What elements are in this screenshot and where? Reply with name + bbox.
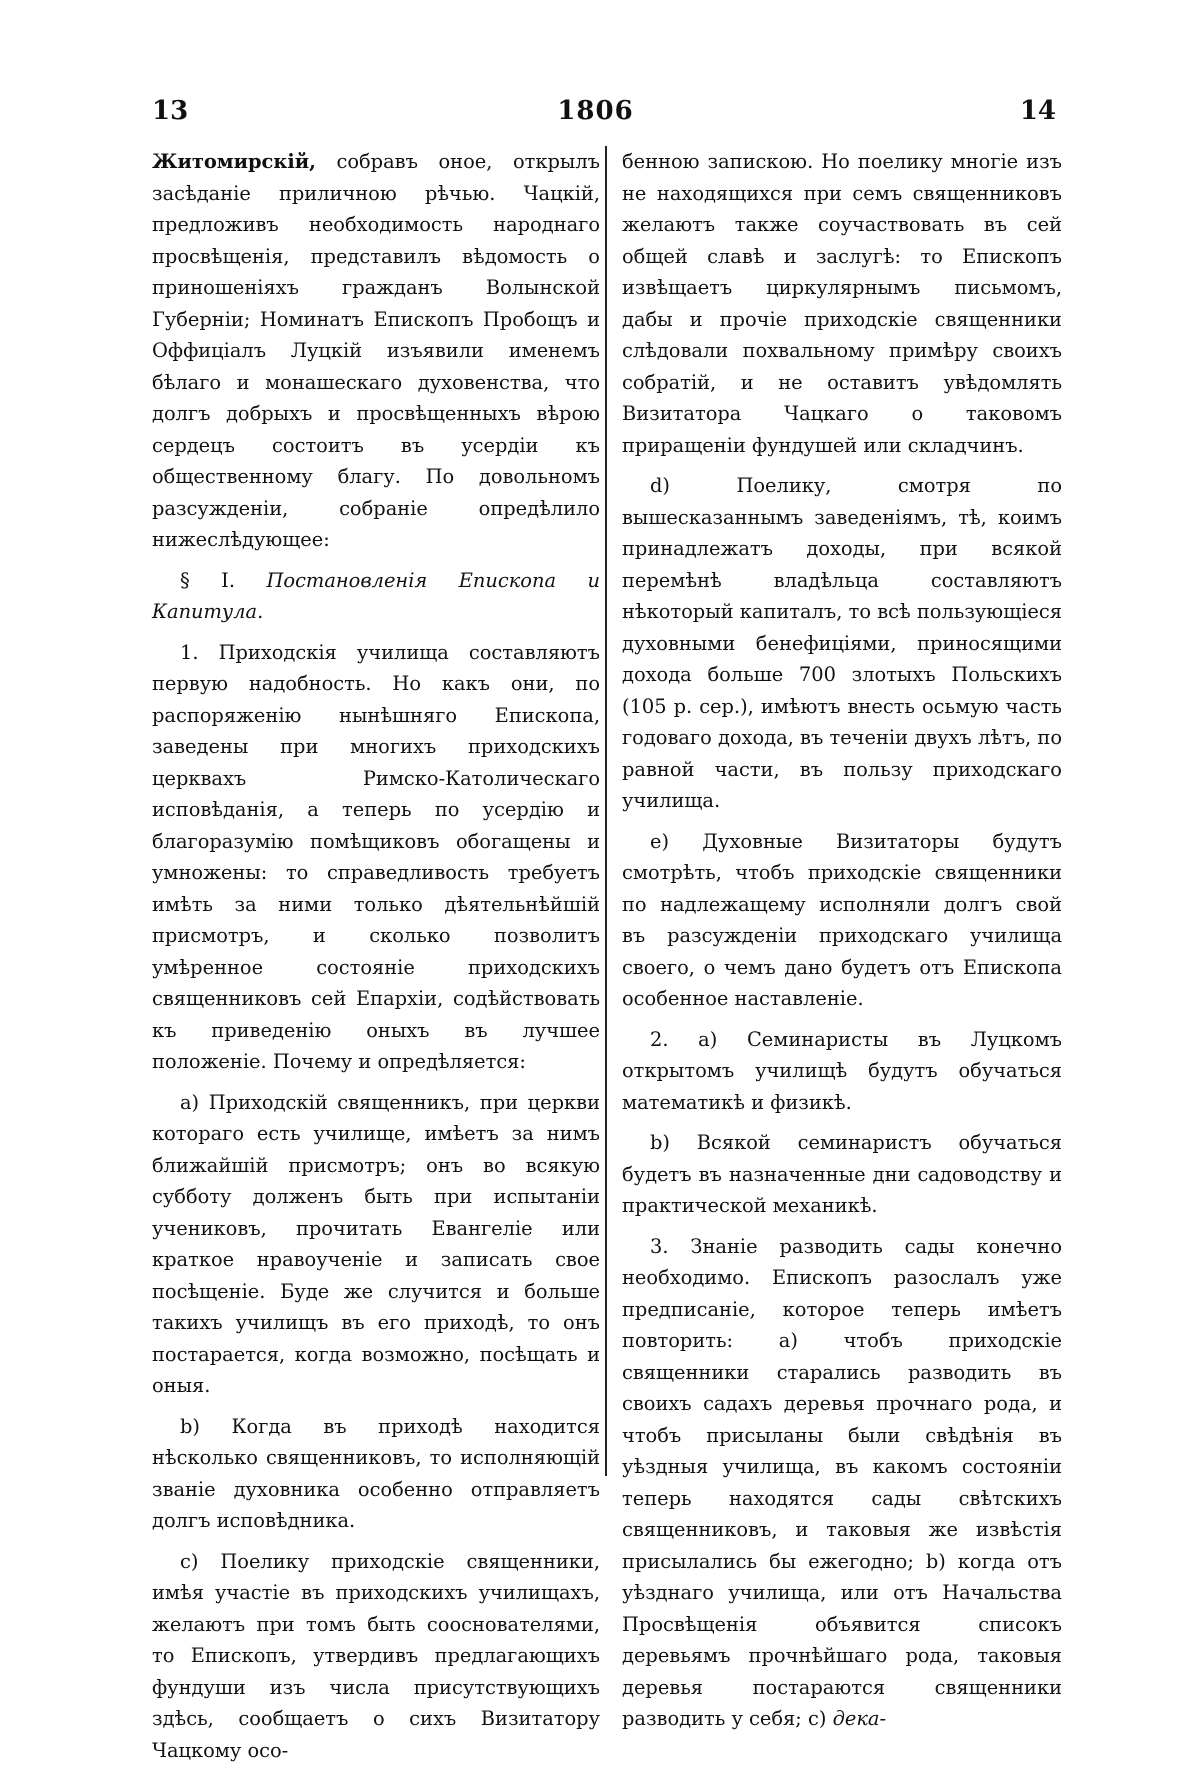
right-column [622, 146, 1062, 1744]
paragraph-item-e: e) Духовные Визитаторы будутъ смотрѣть, чтобъ приходскіе священники по надлежащему исполняли долгъ свой въ разсужденіи приходскаго училища своего, о чемъ дано будетъ отъ Епископа особенное наставленіе. [622, 829, 1062, 1010]
column-divider [605, 146, 607, 1476]
section-title: Постановленія Епископа и Капитула. [152, 568, 600, 623]
left-column [152, 146, 600, 1775]
paragraph-text: собравъ оное, открылъ засѣданіе приличною рѣчью. Чацкій, предложивъ необходимость народнаго просвѣщенія, представилъ вѣдомость о приношеніяхъ гражданъ Волынской Губерніи; Номинатъ Епископъ Пробощъ и Оффиціалъ Луцкій изъявили именемъ бѣлаго и монашескаго духовенства, что долгъ добрыхъ и просвѣщенныхъ вѣрою сердецъ состоитъ въ усердіи къ общественному благу. По довольномъ разсужденіи, собраніе опредѣлило нижеслѣдующее: [152, 150, 600, 551]
paragraph-opening [152, 146, 600, 556]
paragraph-item-2a: 2. а) Семинаристы въ Луцкомъ открытомъ училищѣ будутъ обучаться математикѣ и физикѣ. [622, 1027, 1062, 1114]
paragraph-item-3 [622, 1231, 1062, 1735]
paragraph-item-d: d) Поелику, смотря по вышесказаннымъ заведеніямъ, тѣ, коимъ принадлежатъ доходы, при всякой перемѣнѣ владѣльца составляютъ нѣкоторый капиталъ, то всѣ пользующіеся духовными бенефиціями, приносящими дохода больше 700 злотыхъ Польскихъ (105 р. сер.), имѣютъ внесть осьмую часть годоваго дохода, въ теченіи двухъ лѣтъ, по равной части, въ пользу приходскаго училища. [622, 474, 1062, 812]
paragraph-continuation: бенною запискою. Но поелику многіе изъ не находящихся при семъ священниковъ желаютъ также соучаствовать въ сей общей славѣ и заслугѣ: то Епископъ извѣщаетъ циркулярнымъ письмомъ, дабы и прочіе приходскіе священники слѣдовали похвальному примѣру своихъ собратій, и не оставитъ увѣдомлять Визитатора Чацкаго о таковомъ приращеніи фундушей или складчинъ. [622, 150, 1062, 457]
paragraph-item-2b: b) Всякой семинаристъ обучаться будетъ въ назначенные дни садоводству и практической механикѣ. [622, 1131, 1062, 1217]
section-heading [152, 565, 600, 628]
left-page-number: 13 [152, 96, 189, 126]
hyphenated-tail: дека- [832, 1707, 887, 1730]
paragraph-item-b: b) Когда въ приходѣ находится нѣсколько священниковъ, то исполняющій званіе духовника особенно отправляетъ долгъ исповѣдника. [152, 1414, 600, 1532]
right-page-number: 14 [1019, 96, 1056, 126]
paragraph-item-c: c) Поелику приходскіе священники, имѣя участіе въ приходскихъ училищахъ, желаютъ при томъ быть сооснователями, то Епископъ, утвердивъ предлагающихъ фундуши изъ числа присутствующихъ здѣсь, сообщаетъ о сихъ Визитатору Чацкому осо- [152, 1549, 600, 1762]
paragraph-text: 3. Знаніе разводить сады конечно необходимо. Епископъ разослалъ уже предписаніе, которое теперь имѣетъ повторить: а) чтобъ приходскіе священники старались разводить въ своихъ садахъ деревья прочнаго рода, и чтобъ присыланы были свѣдѣнія въ уѣздныя училища, въ какомъ состояніи теперь находятся сады свѣтскихъ священниковъ, и таковыя же извѣстія присылались бы ежегодно; b) когда отъ уѣзднаго училища, или отъ Начальства Просвѣщенія объявится списокъ деревьямъ прочнѣйшаго рода, таковыя деревья постараются священники разводить у себя; с) [622, 1234, 1062, 1730]
paragraph-item-a: а) Приходскій священникъ, при церкви котораго есть училище, имѣетъ за нимъ ближайшій присмотръ; онъ во всякую субботу долженъ быть при испытаніи учениковъ, прочитать Евангеліе или краткое нравоученіе и записать свое посѣщеніе. Буде же случится и больше такихъ училищъ въ его приходѣ, то онъ постарается, когда возможно, посѣщать и оныя. [152, 1090, 600, 1397]
section-mark: § I. [180, 568, 235, 592]
place-name: Житомирскій, [152, 150, 316, 173]
running-header-year: 1806 [557, 96, 634, 126]
paragraph-item-1: 1. Приходскія училища составляютъ первую надобность. Но какъ они, по распоряженію нынѣшняго Епископа, заведены при многихъ приходскихъ церквахъ Римско-Католическаго исповѣданія, а теперь по усердію и благоразумію помѣщиковъ обогащены и умножены: то справедливость требуетъ имѣть за ними только дѣятельнѣйшій присмотръ, и сколько позволитъ умѣренное состояніе приходскихъ священниковъ сей Епархіи, содѣйствовать къ приведенію оныхъ въ лучшее положеніе. Почему и опредѣляется: [152, 640, 600, 1073]
